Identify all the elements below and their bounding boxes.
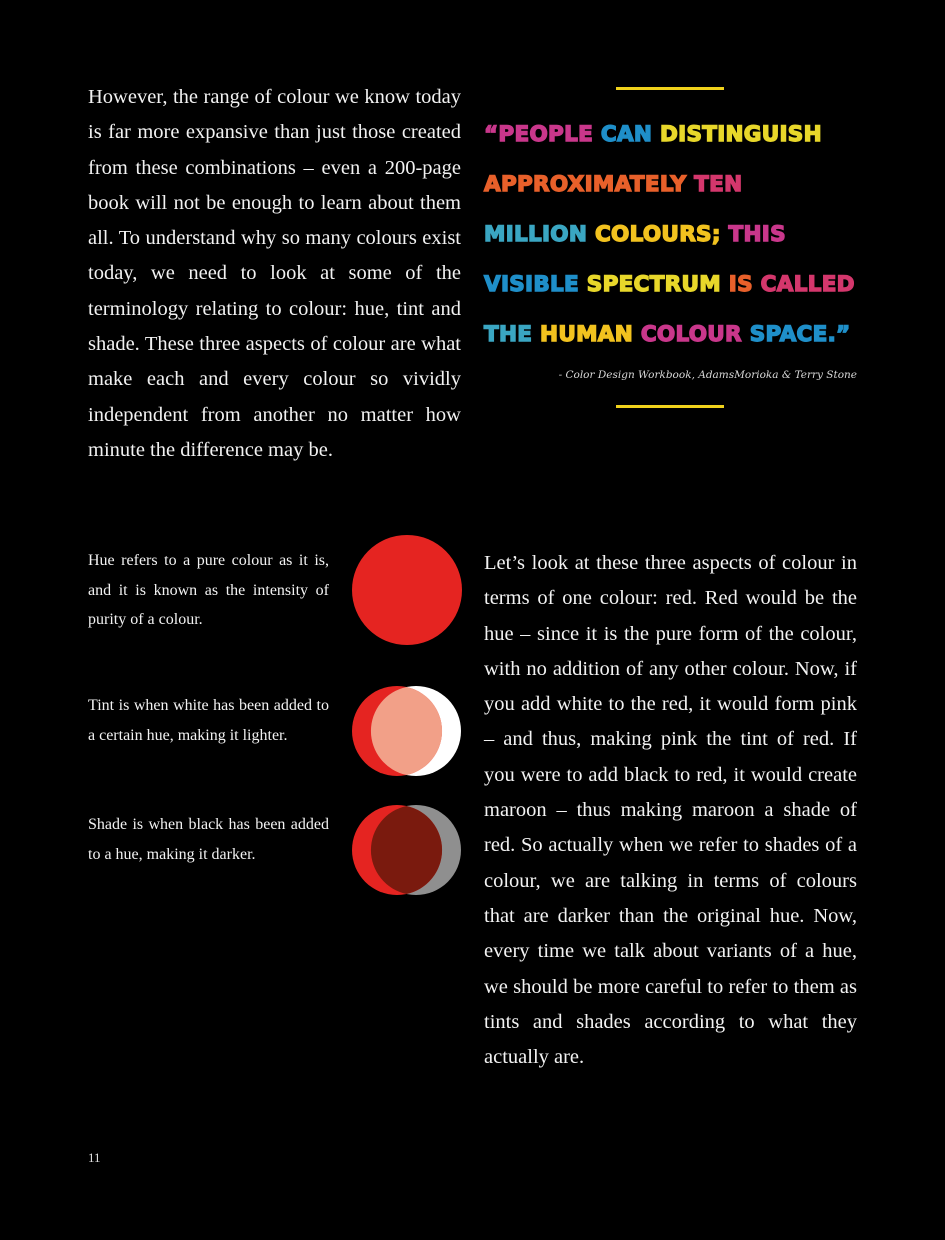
quote-line: “PEOPLE CAN DISTINGUISH <box>484 122 822 147</box>
tint-description: Tint is when white has been added to a certain hue, making it lighter. <box>88 697 329 744</box>
page-number: 11 <box>88 1150 101 1165</box>
shade-swatch <box>351 794 463 906</box>
hue-description: Hue refers to a pure colour as it is, and it is known as the intensity of purity of a colour. <box>88 552 329 628</box>
hue-swatch <box>351 534 463 646</box>
body-paragraph: Let’s look at these three aspects of colour in terms of one colour: red. Red would be the hue – since it is the pure form of the colour, with no addition of any other colour. Now, if you add white to the red, it would form pink – and thus, making pink the tint of red. If you were to add black to red, it would create maroon – thus making maroon a shade of red. So actually when we refer to shades of a colour, we are talking in terms of colours that are darker than the original hue. Now, every time we talk about variants of a hue, we should be more careful to refer to them as tints and shades according to what they actually are. <box>484 552 857 1069</box>
quote-line: THE HUMAN COLOUR SPACE.” <box>484 322 851 347</box>
shade-description: Shade is when black has been added to a hue, making it darker. <box>88 816 329 863</box>
quote-top-rule <box>616 87 724 90</box>
hue-circle <box>352 535 462 645</box>
tint-swatch <box>351 675 463 787</box>
quote-bottom-rule <box>616 405 724 408</box>
quote-line: APPROXIMATELY TEN <box>484 172 743 197</box>
pull-quote <box>484 110 864 360</box>
quote-attribution: - Color Design Workbook, AdamsMorioka & Terry Stone <box>558 369 857 381</box>
quote-line: VISIBLE SPECTRUM IS CALLED <box>484 272 855 297</box>
quote-line: MILLION COLOURS; THIS <box>484 222 786 247</box>
intro-paragraph: However, the range of colour we know today is far more expansive than just those created from these combinations – even a 200-page book will not be enough to learn about them all. To understand why so many colours exist today, we need to look at some of the terminology relating to colour: hue, tint and shade. These three aspects of colour are what make each and every colour so vividly independent from another no matter how minute the difference may be. <box>88 86 461 461</box>
